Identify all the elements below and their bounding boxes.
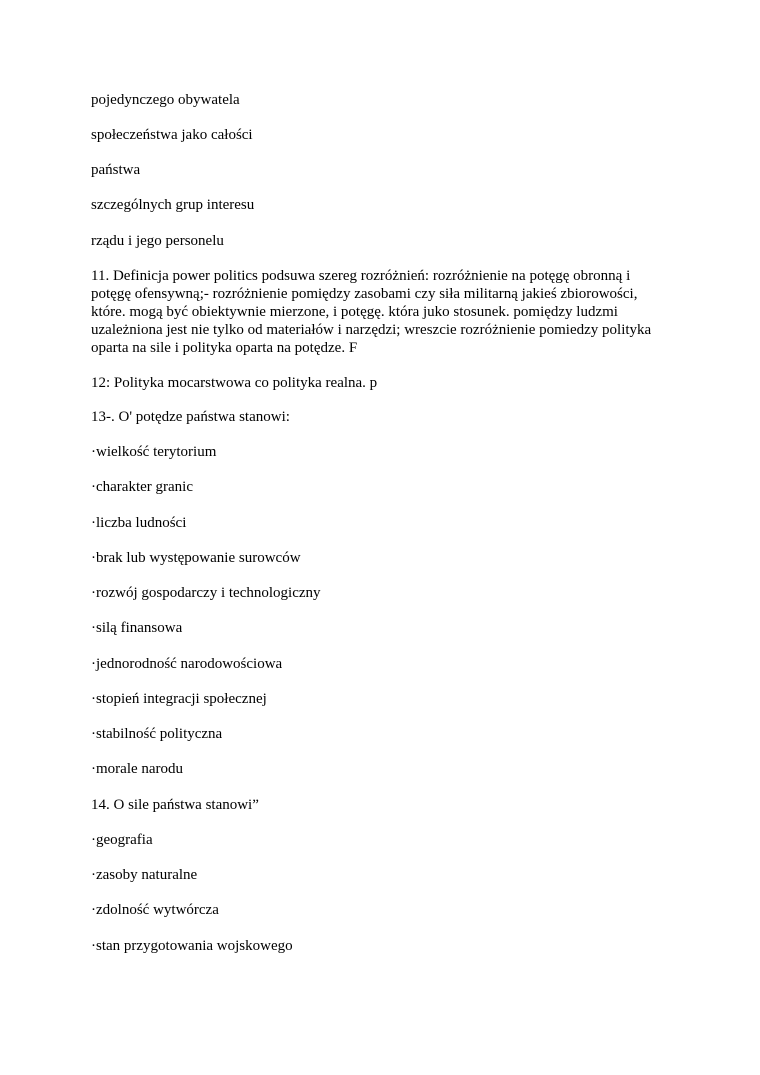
text-line: pojedynczego obywatela: [91, 92, 240, 108]
list-item: ·wielkość terytorium: [91, 444, 217, 460]
text-line: szczególnych grup interesu: [91, 197, 255, 213]
list-item: ·brak lub występowanie surowców: [91, 550, 301, 566]
paragraph-11-line: 11. Definicja power politics podsuwa szereg rozróżnień: rozróżnienie na potęgę obronną i: [91, 268, 631, 284]
list-item: ·rozwój gospodarczy i technologiczny: [91, 585, 321, 601]
text-line: społeczeństwa jako całości: [91, 127, 253, 143]
list-item: ·geografia: [91, 832, 153, 848]
list-item: ·liczba ludności: [91, 515, 187, 531]
item-12: 12: Polityka mocarstwowa co polityka realna. p: [91, 375, 378, 391]
list-item: ·morale narodu: [91, 761, 184, 777]
item-13-heading: 13-. O' potędze państwa stanowi:: [91, 409, 290, 425]
list-item: ·jednorodność narodowościowa: [91, 656, 283, 672]
paragraph-11-line: uzależniona jest nie tylko od materiałów i narzędzi; wreszcie rozróżnienie pomiedzy polityka: [91, 322, 652, 338]
list-item: ·zdolność wytwórcza: [91, 902, 219, 918]
text-line: państwa: [91, 162, 141, 178]
paragraph-11-line: które. mogą być obiektywnie mierzone, i potęgę. która juko stosunek. pomiędzy ludzmi: [91, 304, 618, 320]
paragraph-11-line: potęgę ofensywną;- rozróżnienie pomiędzy zasobami czy siła militarną jakieś zbiorowości,: [91, 286, 638, 302]
list-item: ·stan przygotowania wojskowego: [91, 938, 293, 954]
list-item: ·stabilność polityczna: [91, 726, 223, 742]
text-line: rządu i jego personelu: [91, 233, 224, 249]
list-item: ·charakter granic: [91, 479, 194, 495]
paragraph-11-line: oparta na sile i polityka oparta na potędze. F: [91, 340, 358, 356]
list-item: ·stopień integracji społecznej: [91, 691, 267, 707]
list-item: ·zasoby naturalne: [91, 867, 198, 883]
list-item: ·silą finansowa: [91, 620, 183, 636]
item-14-heading: 14. O sile państwa stanowi”: [91, 797, 259, 813]
